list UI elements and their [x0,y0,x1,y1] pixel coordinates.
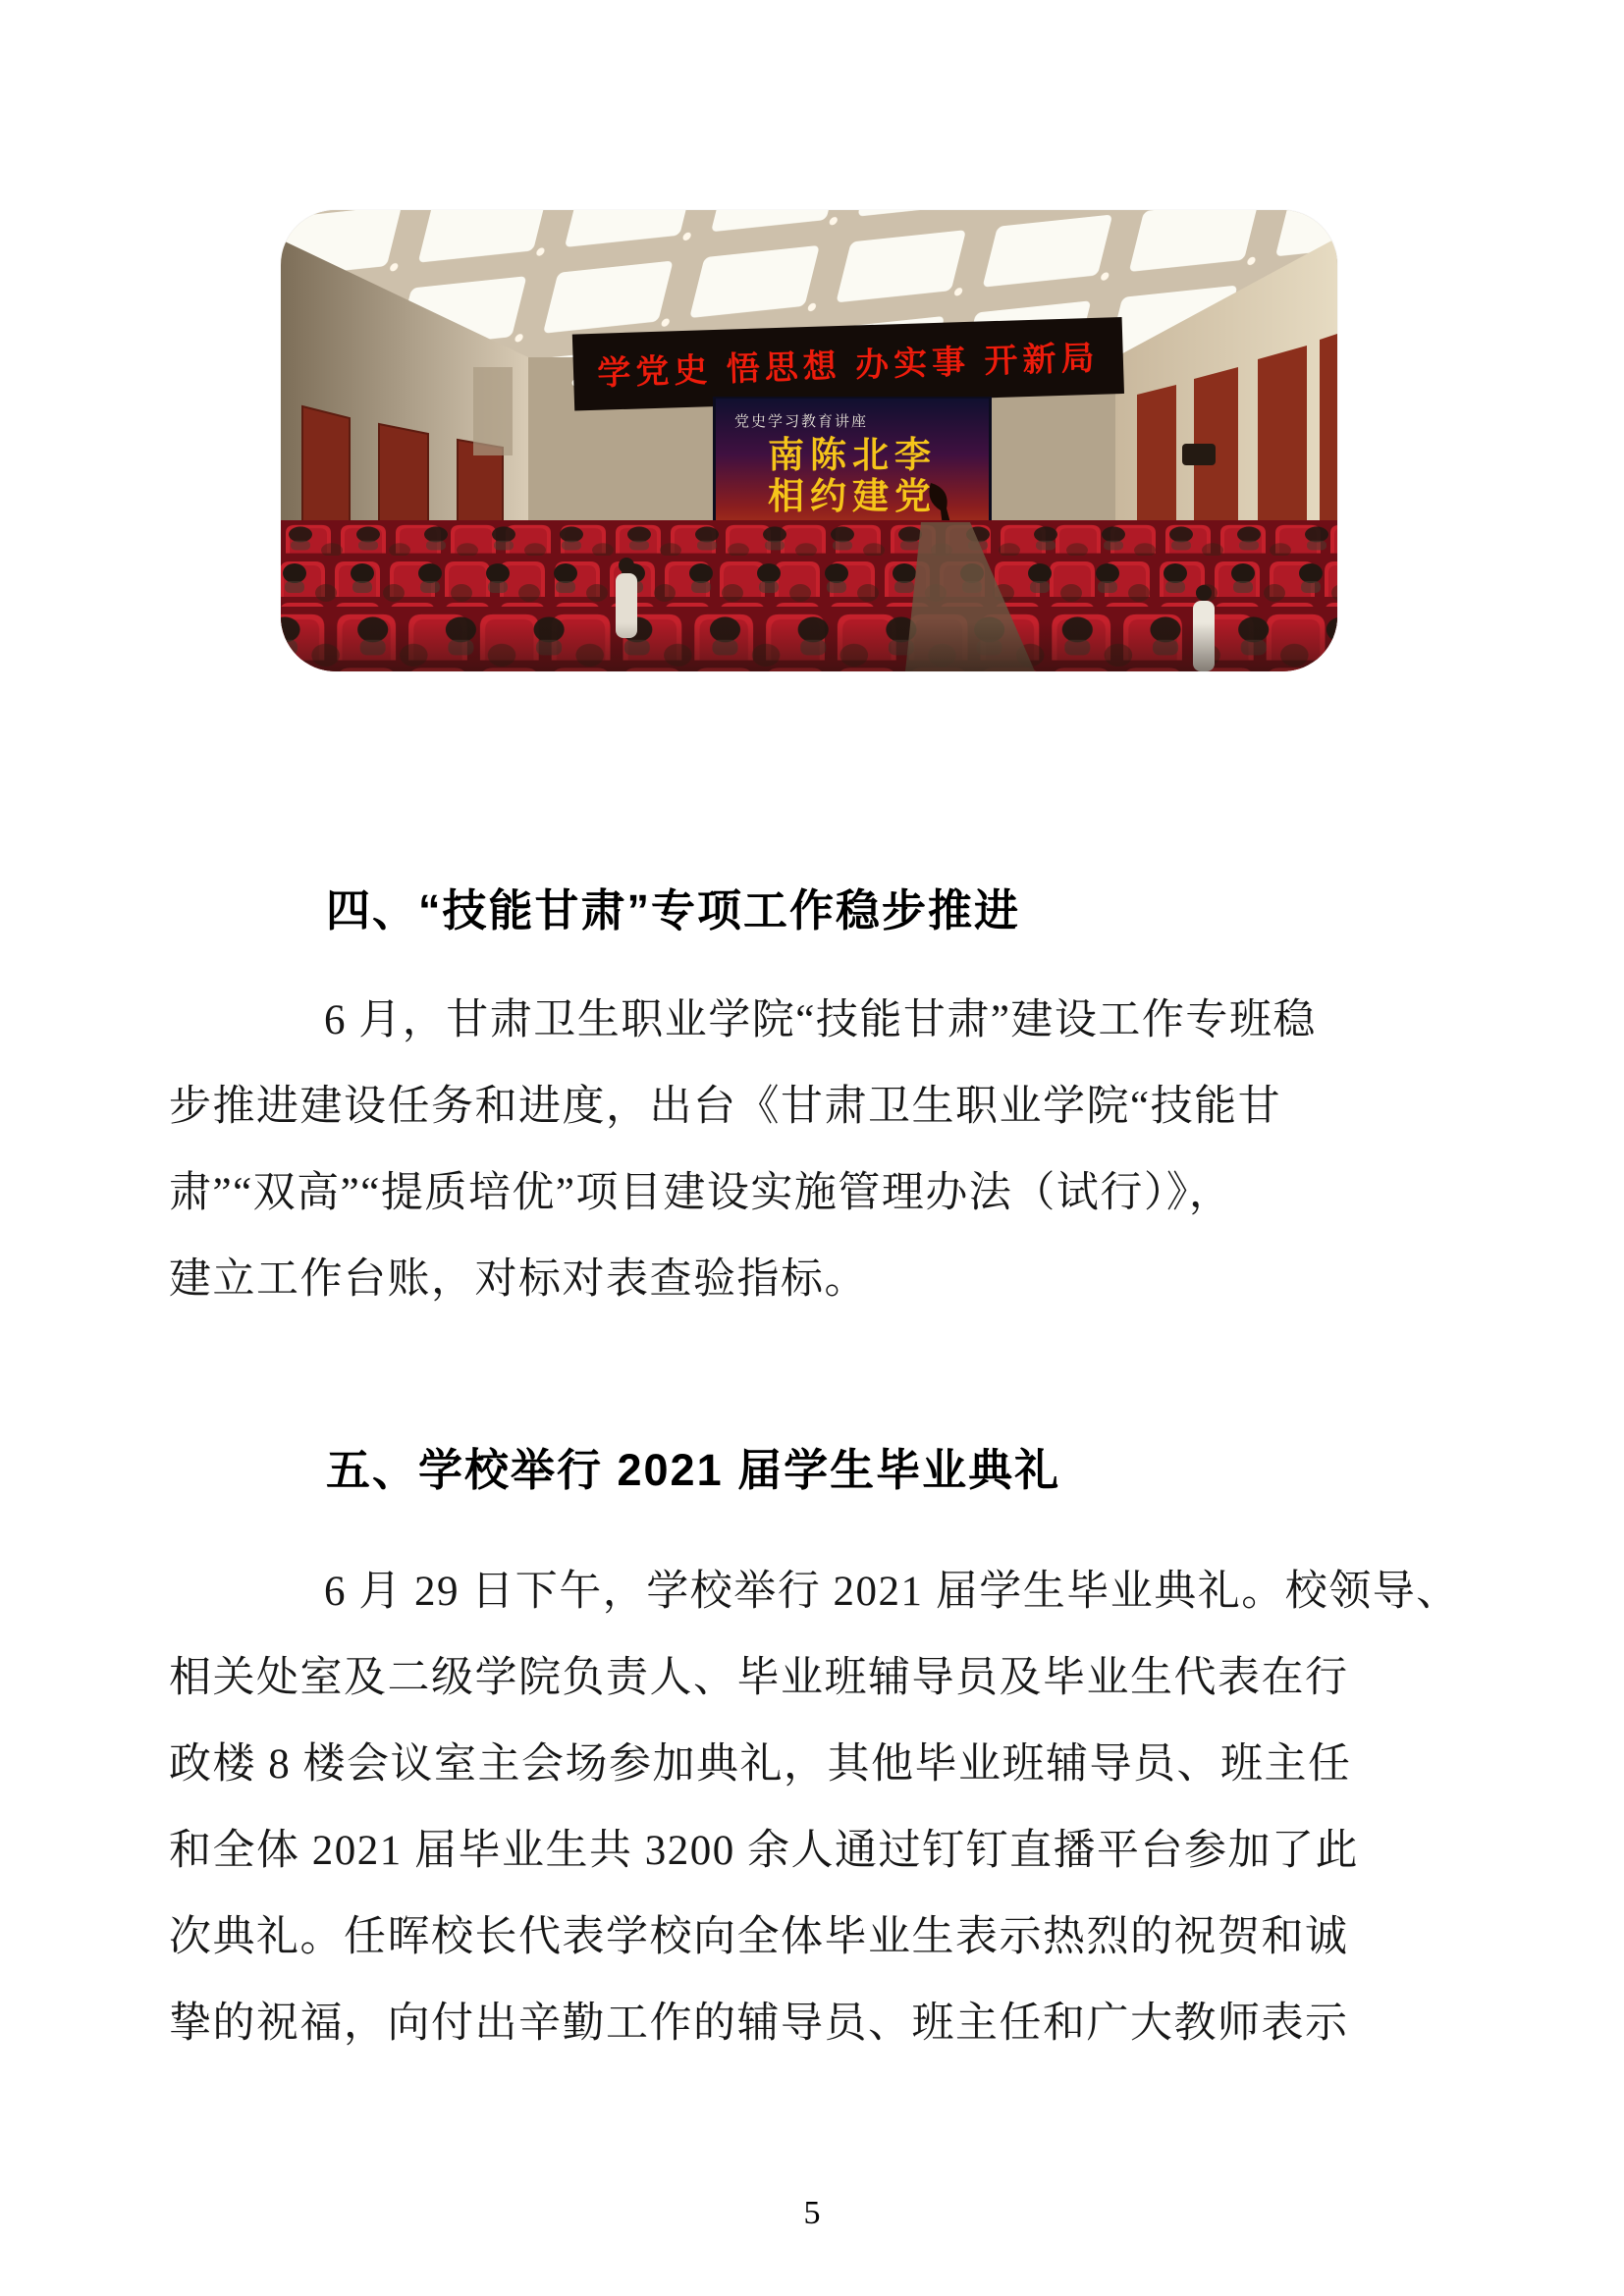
paragraph-line: 相关处室及二级学院负责人、毕业班辅导员及毕业生代表在行 [169,1655,1349,1701]
screen-title-line1: 南陈北李 [768,435,937,475]
paragraph-line: 肃”“双高”“提质培优”项目建设实施管理办法（试行）》， [169,1170,1233,1216]
paragraph-line: 步推进建设任务和进度，出台《甘肃卫生职业学院“技能甘 [169,1084,1282,1130]
screen-title-line2: 相约建党 [768,476,937,516]
section-heading-4: 四、“技能甘肃”专项工作稳步推进 [326,885,1021,935]
auditorium-photo [281,210,1337,671]
section-4-paragraph [169,978,1406,1323]
paragraph-line: 挚的祝福，向付出辛勤工作的辅导员、班主任和广大教师表示 [169,2001,1349,2047]
led-banner-text: 学党史 悟思想 办实事 开新局 [596,339,1101,393]
section-5-paragraph [169,1549,1460,2067]
paragraph-line: 和全体 2021 届毕业生共 3200 余人通过钉钉直播平台参加了此 [169,1828,1359,1874]
screen-kicker: 党史学习教育讲座 [734,413,869,430]
paragraph-line: 政楼 8 楼会议室主会场参加典礼，其他毕业班辅导员、班主任 [169,1741,1352,1788]
page-number: 5 [803,2195,821,2231]
paragraph-line: 建立工作台账，对标对表查验指标。 [169,1256,868,1303]
paragraph-line: 6 月，甘肃卫生职业学院“技能甘肃”建设工作专班稳 [324,997,1317,1043]
wall-speaker [1182,444,1216,465]
section-heading-5: 五、学校举行 2021 届学生毕业典礼 [326,1445,1061,1495]
paragraph-line: 6 月 29 日下午，学校举行 2021 届学生毕业典礼。校领导、 [324,1569,1460,1615]
photo-vignette [281,622,1337,671]
auditorium-illustration [281,210,1337,671]
paragraph-line: 次典礼。任晖校长代表学校向全体毕业生表示热烈的祝贺和诚 [169,1914,1349,1960]
